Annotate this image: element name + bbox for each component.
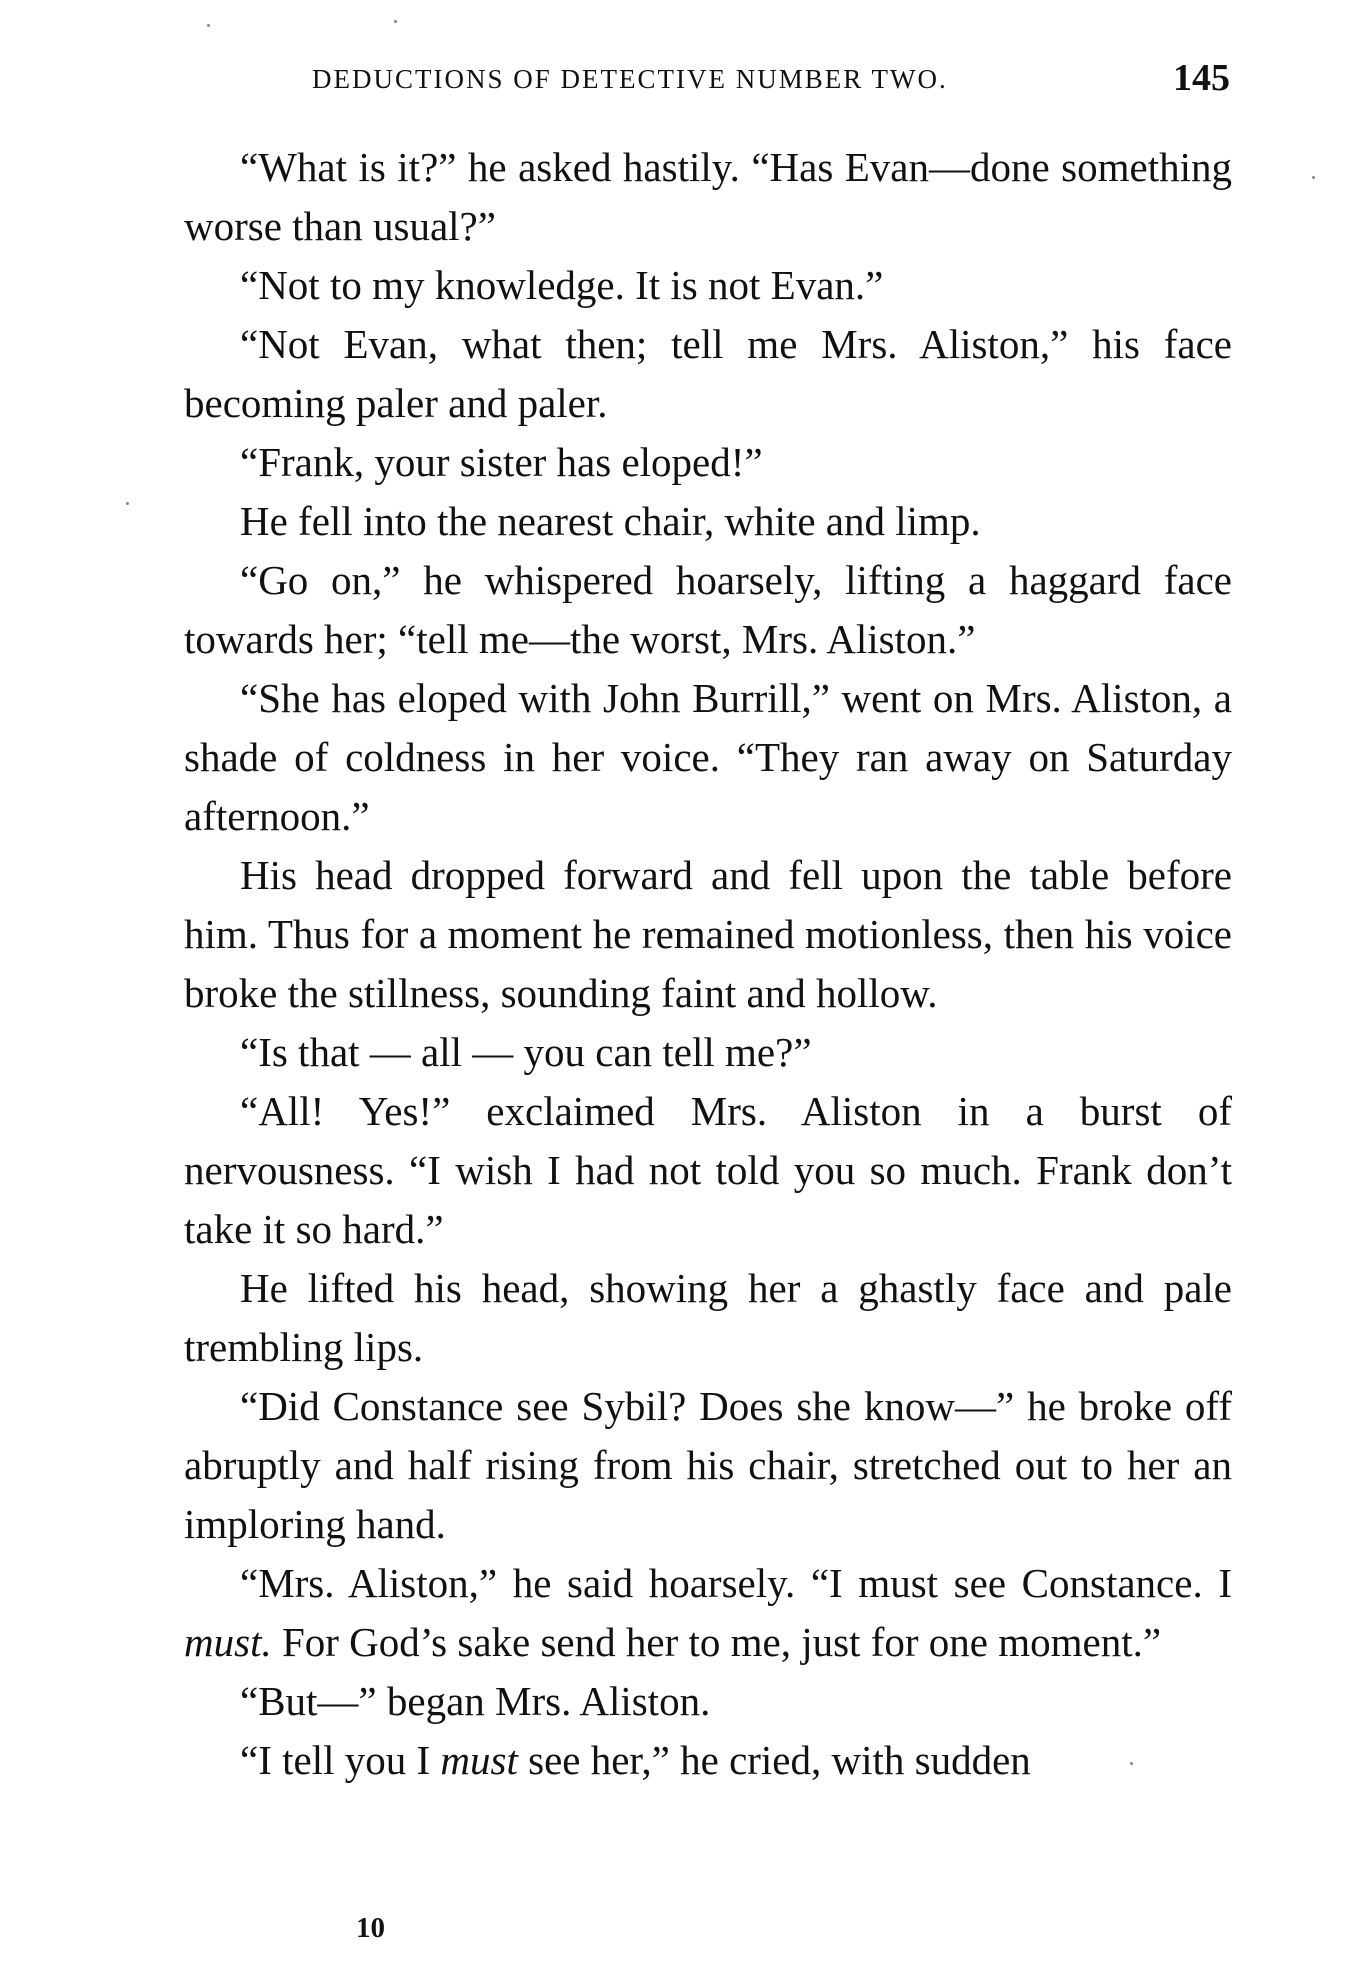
paragraph-text: “Not to my knowledge. It is not Evan.” xyxy=(240,262,884,308)
paragraph xyxy=(184,492,1232,551)
paragraph-text: “But—” began Mrs. Aliston. xyxy=(240,1678,711,1724)
scan-speck xyxy=(1312,176,1315,179)
scan-speck xyxy=(207,24,210,27)
paragraph-text: “Go on,” he whispered hoarsely, lifting a haggard face towards her; “tell me—the worst, Mrs. Aliston.” xyxy=(184,557,1232,662)
paragraph-text: see her,” he cried, with sudden xyxy=(517,1737,1031,1783)
italic-text: must. xyxy=(184,1619,272,1665)
scan-speck xyxy=(394,20,397,23)
paragraph-text: “Did Constance see Sybil? Does she know—” he broke off abruptly and half rising from his chair, stretched out to her an imploring hand. xyxy=(184,1383,1232,1547)
paragraph xyxy=(184,256,1232,315)
running-head xyxy=(300,54,1230,114)
paragraph xyxy=(184,1731,1232,1790)
paragraph xyxy=(184,1259,1232,1377)
paragraph-text: “I tell you I xyxy=(240,1737,441,1783)
paragraph-text: “Mrs. Aliston,” he said hoarsely. “I must see Constance. I xyxy=(240,1560,1232,1606)
running-title: DEDUCTIONS OF DETECTIVE NUMBER TWO. xyxy=(312,64,948,94)
paragraph-text: “She has eloped with John Burrill,” went on Mrs. Aliston, a shade of coldness in her voice. “They ran away on Saturday afternoon.” xyxy=(184,675,1232,839)
page-number: 145 xyxy=(1173,57,1230,99)
scan-speck xyxy=(1130,1762,1133,1765)
italic-text: must xyxy=(440,1737,518,1783)
paragraph-text: “Frank, your sister has eloped!” xyxy=(240,439,763,485)
paragraph xyxy=(184,138,1232,256)
signature-mark: 10 xyxy=(356,1912,385,1944)
scan-speck xyxy=(126,502,129,505)
body-text xyxy=(184,138,1232,1790)
paragraph xyxy=(184,1082,1232,1259)
paragraph-text: “Not Evan, what then; tell me Mrs. Aliston,” his face becoming paler and paler. xyxy=(184,321,1232,426)
paragraph xyxy=(184,1377,1232,1554)
paragraph xyxy=(184,551,1232,669)
paragraph-text: He fell into the nearest chair, white and limp. xyxy=(240,498,981,544)
paragraph xyxy=(184,669,1232,846)
paragraph-text: “All! Yes!” exclaimed Mrs. Aliston in a burst of nervousness. “I wish I had not told you so much. Frank don’t take it so hard.” xyxy=(184,1088,1232,1252)
paragraph xyxy=(184,433,1232,492)
paragraph-text: He lifted his head, showing her a ghastly face and pale trembling lips. xyxy=(184,1265,1232,1370)
paragraph-text: For God’s sake send her to me, just for one moment.” xyxy=(271,1619,1162,1665)
paragraph xyxy=(184,1023,1232,1082)
paragraph xyxy=(184,1554,1232,1672)
paragraph xyxy=(184,846,1232,1023)
paragraph xyxy=(184,315,1232,433)
paragraph-text: His head dropped forward and fell upon the table before him. Thus for a moment he remained motionless, then his voice broke the stillness, sounding faint and hollow. xyxy=(184,852,1232,1016)
paragraph-text: “What is it?” he asked hastily. “Has Evan—done something worse than usual?” xyxy=(184,144,1232,249)
paragraph xyxy=(184,1672,1232,1731)
paragraph-text: “Is that — all — you can tell me?” xyxy=(240,1029,812,1075)
